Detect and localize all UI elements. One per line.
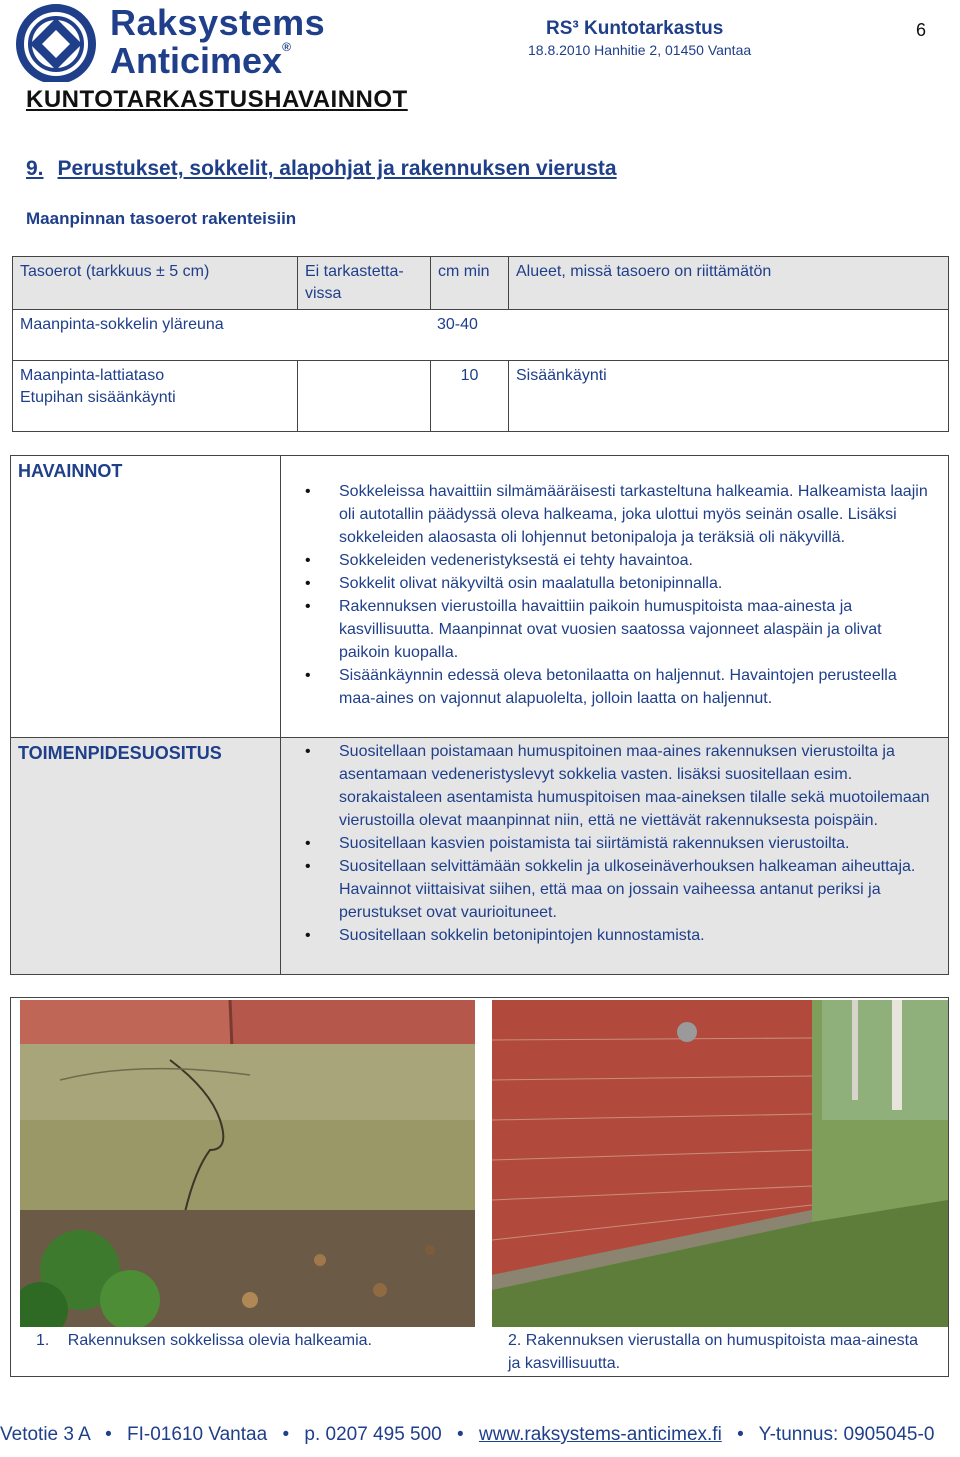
list-item: • Sokkeleissa havaittiin silmämääräisesti tarkasteltuna halkeamia. Halkeamista laajin oli autotallin päädyssä oleva halkeama, joka ulottui myös seinän osalle. Lisäksi sokkeleiden alaosasta oli lohjennut betonipaloja ja teräksiä oli näkyvillä. <box>293 480 934 549</box>
observations-label-cell <box>10 455 281 738</box>
section-heading <box>26 157 631 181</box>
footer-website-link[interactable]: www.raksystems-anticimex.fi <box>478 1424 722 1445</box>
list-item: • Suositellaan sokkelin betonipintojen kunnostamista. <box>293 924 934 947</box>
document-subtitle: 18.8.2010 Hanhitie 2, 01450 Vantaa <box>528 42 752 58</box>
observations-list <box>293 480 934 710</box>
section-number: 9. <box>26 157 44 180</box>
subheading: Maanpinnan tasoerot rakenteisiin <box>26 209 297 228</box>
bullet-separator: • <box>105 1424 112 1445</box>
recommendations-label-cell <box>10 737 281 975</box>
row2-cm: 10 <box>430 360 509 432</box>
row2-label-line1: Maanpinta-lattiataso <box>20 367 165 384</box>
brick-wall-vegetation-photo <box>492 1000 948 1327</box>
list-item: • Suositellaan selvittämään sokkelin ja ulkoseinäverhouksen halkeaman aiheuttaja. Havainnot viittaisivat siihen, että maa on jossain vaiheessa antanut periksi ja perustukset ovat vaurioituneet. <box>293 855 934 924</box>
photo1-caption <box>36 1329 476 1352</box>
list-item: • Suositellaan poistamaan humuspitoinen maa-aines rakennuksen vierustoilta ja asentamaan vedeneristyslevyt sokkelia vasten. lisäksi suositellaan esim. sorakaistaleen asentamista humuspitoisen maa-aineksen tilalle sekä muotoilemaan vierustoilla olevat maanpinnat niin, että ne viettävät rakennuksesta poispäin. <box>293 740 934 832</box>
row2-label-line2: Etupihan sisäänkäynti <box>20 389 176 406</box>
photo2-text: Rakennuksen vierustalla on humuspitoista maa-ainesta ja kasvillisuutta. <box>508 1332 919 1372</box>
recommendations-list <box>293 740 934 947</box>
recommendations-list-cell <box>280 737 949 975</box>
list-item: • Suositellaan kasvien poistamista tai siirtämistä rakennuksen vierustoilta. <box>293 832 934 855</box>
recommendations-label: TOIMENPIDESUOSITUS <box>18 743 222 763</box>
row2-not-inspectable <box>297 360 431 432</box>
footer-phone: p. 0207 495 500 <box>304 1424 442 1445</box>
footer-business-id: Y-tunnus: 0905045-0 <box>758 1424 935 1445</box>
observations-label: HAVAINNOT <box>18 461 123 481</box>
row2-area: Sisäänkäynti <box>508 360 949 432</box>
bullet-separator: • <box>737 1424 744 1445</box>
photo1-number: 1. <box>36 1332 50 1349</box>
photo1-text: Rakennuksen sokkelissa olevia halkeamia. <box>67 1332 372 1349</box>
photo2-caption <box>508 1329 928 1375</box>
bullet-separator: • <box>282 1424 290 1445</box>
bullet-separator: • <box>457 1424 464 1445</box>
photo2-number: 2. <box>508 1332 522 1349</box>
observations-list-cell <box>280 455 949 738</box>
row2-label <box>12 360 298 432</box>
foundation-crack-photo <box>20 1000 475 1327</box>
table-header-cm-min: cm min <box>430 256 509 310</box>
row1-label: Maanpinta-sokkelin yläreuna <box>12 309 431 361</box>
anticimex-logo <box>8 4 104 82</box>
brand-name-line2: Anticimex® <box>110 40 291 81</box>
document-title: RS³ Kuntotarkastus <box>546 18 724 39</box>
footer <box>0 1424 960 1446</box>
table-header-levels: Tasoerot (tarkkuus ± 5 cm) <box>12 256 298 310</box>
list-item: • Sisäänkäynnin edessä oleva betonilaatta on haljennut. Havaintojen perusteella maa-aines on vajonnut alapuolelta, jolloin laatta on haljennut. <box>293 664 934 710</box>
table-header-not-inspectable: Ei tarkastetta- vissa <box>297 256 431 310</box>
page-number: 6 <box>916 20 927 40</box>
row1-cm: 30-40 <box>430 309 949 361</box>
list-item: • Sokkelit olivat näkyviltä osin maalatulla betonipinnalla. <box>293 572 934 595</box>
footer-address: Vetotie 3 A <box>0 1424 90 1445</box>
brand-name-line1: Raksystems <box>110 2 326 43</box>
main-heading: KUNTOTARKASTUSHAVAINNOT <box>26 86 408 113</box>
section-title: Perustukset, sokkelit, alapohjat ja rakennuksen vierusta <box>57 157 617 180</box>
list-item: • Sokkeleiden vedeneristyksestä ei tehty havaintoa. <box>293 549 934 572</box>
list-item: • Rakennuksen vierustoilla havaittiin paikoin humuspitoista maa-ainesta ja kasvillisuutta. Maanpinnat ovat vuosien saatossa vajonneet alaspäin ja olivat paikoin kuopalla. <box>293 595 934 664</box>
footer-city: FI-01610 Vantaa <box>127 1424 268 1445</box>
table-header-areas: Alueet, missä tasoero on riittämätön <box>508 256 949 310</box>
